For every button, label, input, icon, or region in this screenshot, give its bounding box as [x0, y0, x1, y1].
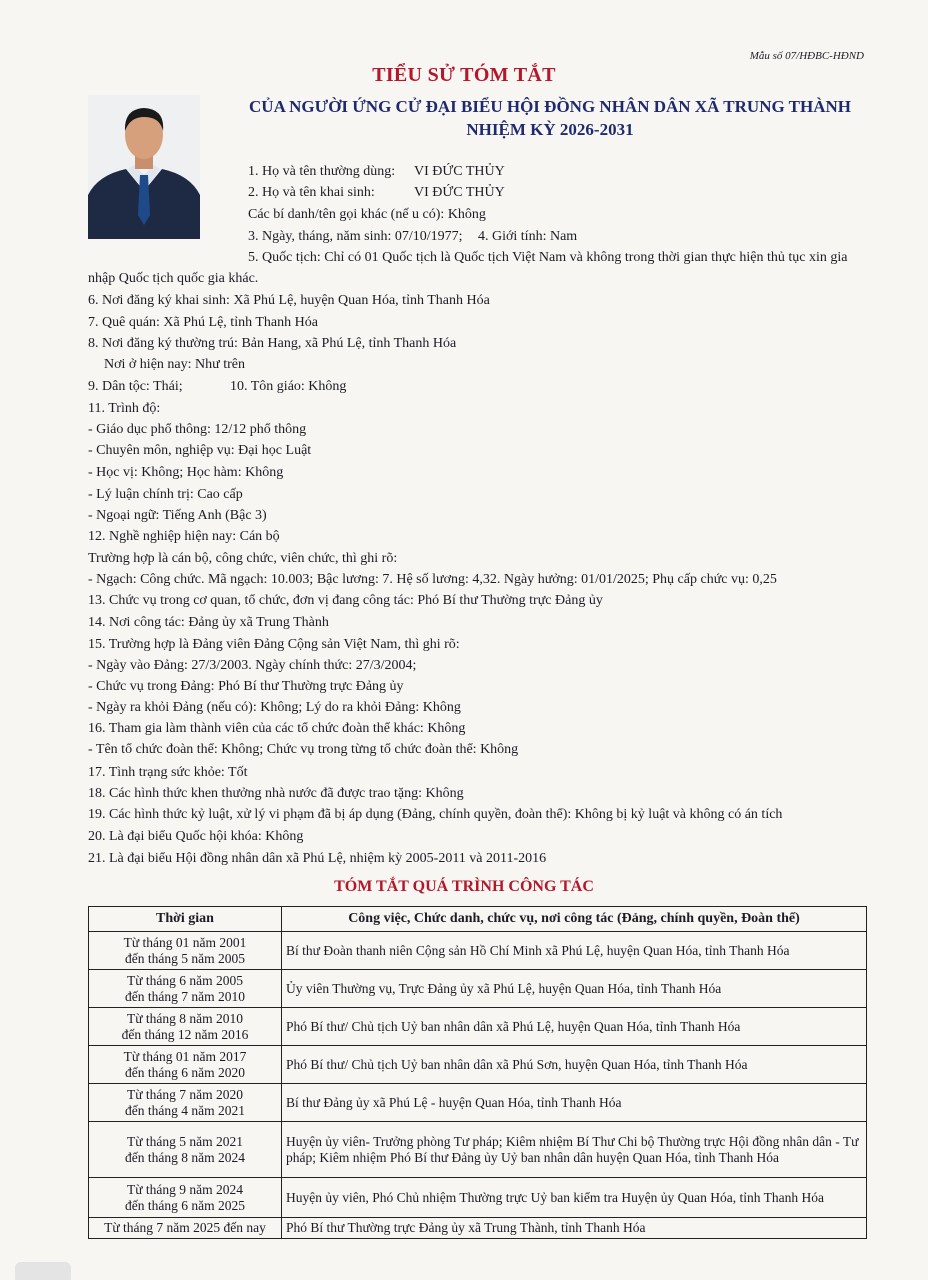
bio-party-exit: - Ngày ra khỏi Đảng (nếu có): Không; Lý do ra khỏi Đảng: Không — [88, 700, 461, 715]
bio-alias: Các bí danh/tên gọi khác (nế u có): Không — [248, 207, 486, 222]
bio-awards: 18. Các hình thức khen thưởng nhà nước đã được trao tặng: Không — [88, 786, 464, 801]
bio-civil-rank: - Ngạch: Công chức. Mã ngạch: 10.003; Bậc lương: 7. Hệ số lương: 4,32. Ngày hưởng: 01/01/2025; Phụ cấp chức vụ: 0,25 — [88, 572, 777, 587]
bio-na-delegate: 20. Là đại biểu Quốc hội khóa: Không — [88, 829, 304, 844]
row-time: Từ tháng 5 năm 2021 đến tháng 8 năm 2024 — [89, 1122, 282, 1178]
bio-edu-general: - Giáo dục phổ thông: 12/12 phổ thông — [88, 422, 307, 437]
row-description: Phó Bí thư/ Chủ tịch Uỷ ban nhân dân xã Phú Sơn, huyện Quan Hóa, tỉnh Thanh Hóa — [282, 1046, 867, 1084]
form-code: Mẫu số 07/HĐBC-HĐND — [749, 50, 864, 62]
bio-org-heading: 16. Tham gia làm thành viên của các tổ chức đoàn thể khác: Không — [88, 721, 466, 736]
bio-edu-degree: - Học vị: Không; Học hàm: Không — [88, 465, 284, 480]
table-header-row — [89, 907, 867, 932]
bio-gender: 4. Giới tính: Nam — [478, 229, 578, 244]
bio-current-address: Nơi ở hiện nay: Như trên — [104, 357, 245, 372]
row-time: Từ tháng 7 năm 2025 đến nay — [89, 1218, 282, 1239]
bio-edu-politics: - Lý luận chính trị: Cao cấp — [88, 487, 243, 502]
row-description: Bí thư Đoàn thanh niên Cộng sản Hồ Chí Minh xã Phú Lệ, huyện Quan Hóa, tỉnh Thanh Hóa — [282, 932, 867, 970]
row-time: Từ tháng 7 năm 2020 đến tháng 4 năm 2021 — [89, 1084, 282, 1122]
table-row — [89, 932, 867, 970]
col-time-header: Thời gian — [89, 907, 282, 932]
bio-position: 13. Chức vụ trong cơ quan, tổ chức, đơn vị đang công tác: Phó Bí thư Thường trực Đảng ủy — [88, 593, 603, 608]
subtitle-line: CỦA NGƯỜI ỨNG CỬ ĐẠI BIỂU HỘI ĐỒNG NHÂN DÂN XÃ TRUNG THÀNH — [249, 97, 851, 116]
bio-hometown: 7. Quê quán: Xã Phú Lệ, tỉnh Thanh Hóa — [88, 315, 318, 330]
bio-nationality-cont: nhập Quốc tịch quốc gia khác. — [88, 271, 259, 286]
bio-ethnic: 9. Dân tộc: Thái; — [88, 379, 183, 394]
bio-party-heading: 15. Trường hợp là Đảng viên Đảng Cộng sản Việt Nam, thì ghi rõ: — [88, 637, 460, 652]
work-history-body — [89, 932, 867, 1239]
bio-nationality: 5. Quốc tịch: Chỉ có 01 Quốc tịch là Quốc tịch Việt Nam và không trong thời gian thực hiện thủ tục xin gia — [248, 250, 848, 265]
row-time: Từ tháng 8 năm 2010 đến tháng 12 năm 2016 — [89, 1008, 282, 1046]
row-description: Ủy viên Thường vụ, Trực Đảng ủy xã Phú Lệ, huyện Quan Hóa, tỉnh Thanh Hóa — [282, 970, 867, 1008]
col-desc-header: Công việc, Chức danh, chức vụ, nơi công tác (Đảng, chính quyền, Đoàn thể) — [282, 907, 867, 932]
table-row — [89, 1046, 867, 1084]
bio-religion: 10. Tôn giáo: Không — [230, 379, 347, 394]
table-row — [89, 970, 867, 1008]
table-row — [89, 1084, 867, 1122]
row-time: Từ tháng 01 năm 2017 đến tháng 6 năm 2020 — [89, 1046, 282, 1084]
bio-discipline: 19. Các hình thức kỷ luật, xử lý vi phạm đã bị áp dụng (Đảng, chính quyền, đoàn thể): Không bị kỷ luật và không có án tích — [88, 807, 783, 822]
bio-birth-name: 2. Họ và tên khai sinh: VI ĐỨC THỦY — [248, 185, 505, 200]
table-row — [89, 1122, 867, 1178]
term-line: NHIỆM KỲ 2026-2031 — [466, 120, 634, 139]
document-title: TIỂU SỬ TÓM TẮT — [372, 64, 556, 86]
bio-party-position: - Chức vụ trong Đảng: Phó Bí thư Thường trực Đảng ủy — [88, 679, 404, 694]
bio-edu-language: - Ngoại ngữ: Tiếng Anh (Bậc 3) — [88, 508, 267, 523]
row-description: Phó Bí thư/ Chủ tịch Uỷ ban nhân dân xã Phú Lệ, huyện Quan Hóa, tỉnh Thanh Hóa — [282, 1008, 867, 1046]
portrait-photo — [88, 95, 200, 239]
scroll-handle[interactable] — [15, 1262, 71, 1280]
table-row — [89, 1178, 867, 1218]
bio-dob: 3. Ngày, tháng, năm sinh: 07/10/1977; — [248, 229, 463, 244]
row-description: Phó Bí thư Thường trực Đảng ủy xã Trung Thành, tỉnh Thanh Hóa — [282, 1218, 867, 1239]
table-row — [89, 1218, 867, 1239]
row-description: Bí thư Đảng ủy xã Phú Lệ - huyện Quan Hóa, tỉnh Thanh Hóa — [282, 1084, 867, 1122]
bio-occupation: 12. Nghề nghiệp hiện nay: Cán bộ — [88, 529, 280, 544]
bio-health: 17. Tình trạng sức khỏe: Tốt — [88, 765, 248, 780]
work-history-title: TÓM TẮT QUÁ TRÌNH CÔNG TÁC — [334, 878, 594, 895]
document-subtitle — [180, 95, 920, 141]
row-time: Từ tháng 6 năm 2005 đến tháng 7 năm 2010 — [89, 970, 282, 1008]
bio-org-detail: - Tên tổ chức đoàn thể: Không; Chức vụ trong từng tổ chức đoàn thể: Không — [88, 742, 519, 757]
bio-council-delegate: 21. Là đại biểu Hội đồng nhân dân xã Phú Lệ, nhiệm kỳ 2005-2011 và 2011-2016 — [88, 851, 547, 866]
table-row — [89, 1008, 867, 1046]
bio-common-name: 1. Họ và tên thường dùng: VI ĐỨC THỦY — [248, 164, 505, 179]
bio-residence: 8. Nơi đăng ký thường trú: Bản Hang, xã Phú Lệ, tỉnh Thanh Hóa — [88, 336, 457, 351]
bio-edu-major: - Chuyên môn, nghiệp vụ: Đại học Luật — [88, 443, 312, 458]
bio-workplace: 14. Nơi công tác: Đảng ủy xã Trung Thành — [88, 615, 329, 630]
bio-education-heading: 11. Trình độ: — [88, 401, 161, 416]
row-description: Huyện ủy viên, Phó Chủ nhiệm Thường trực Uỷ ban kiểm tra Huyện ủy Quan Hóa, tỉnh Thanh Hóa — [282, 1178, 867, 1218]
bio-birth-registration: 6. Nơi đăng ký khai sinh: Xã Phú Lệ, huyện Quan Hóa, tỉnh Thanh Hóa — [88, 293, 490, 308]
row-time: Từ tháng 01 năm 2001 đến tháng 5 năm 2005 — [89, 932, 282, 970]
work-history-table — [88, 906, 867, 1239]
bio-party-dates: - Ngày vào Đảng: 27/3/2003. Ngày chính thức: 27/3/2004; — [88, 658, 417, 673]
portrait-image — [88, 95, 200, 239]
row-description: Huyện ủy viên- Trưởng phòng Tư pháp; Kiêm nhiệm Bí Thư Chi bộ Thường trực Hội đồng nhân dân - Tư pháp; Kiêm nhiệm Phó Bí thư Đảng ủy Uỷ ban nhân dân huyện Quan Hóa, tỉnh Thanh Hóa — [282, 1122, 867, 1178]
bio-civil-note: Trường hợp là cán bộ, công chức, viên chức, thì ghi rõ: — [88, 551, 398, 566]
row-time: Từ tháng 9 năm 2024 đến tháng 6 năm 2025 — [89, 1178, 282, 1218]
